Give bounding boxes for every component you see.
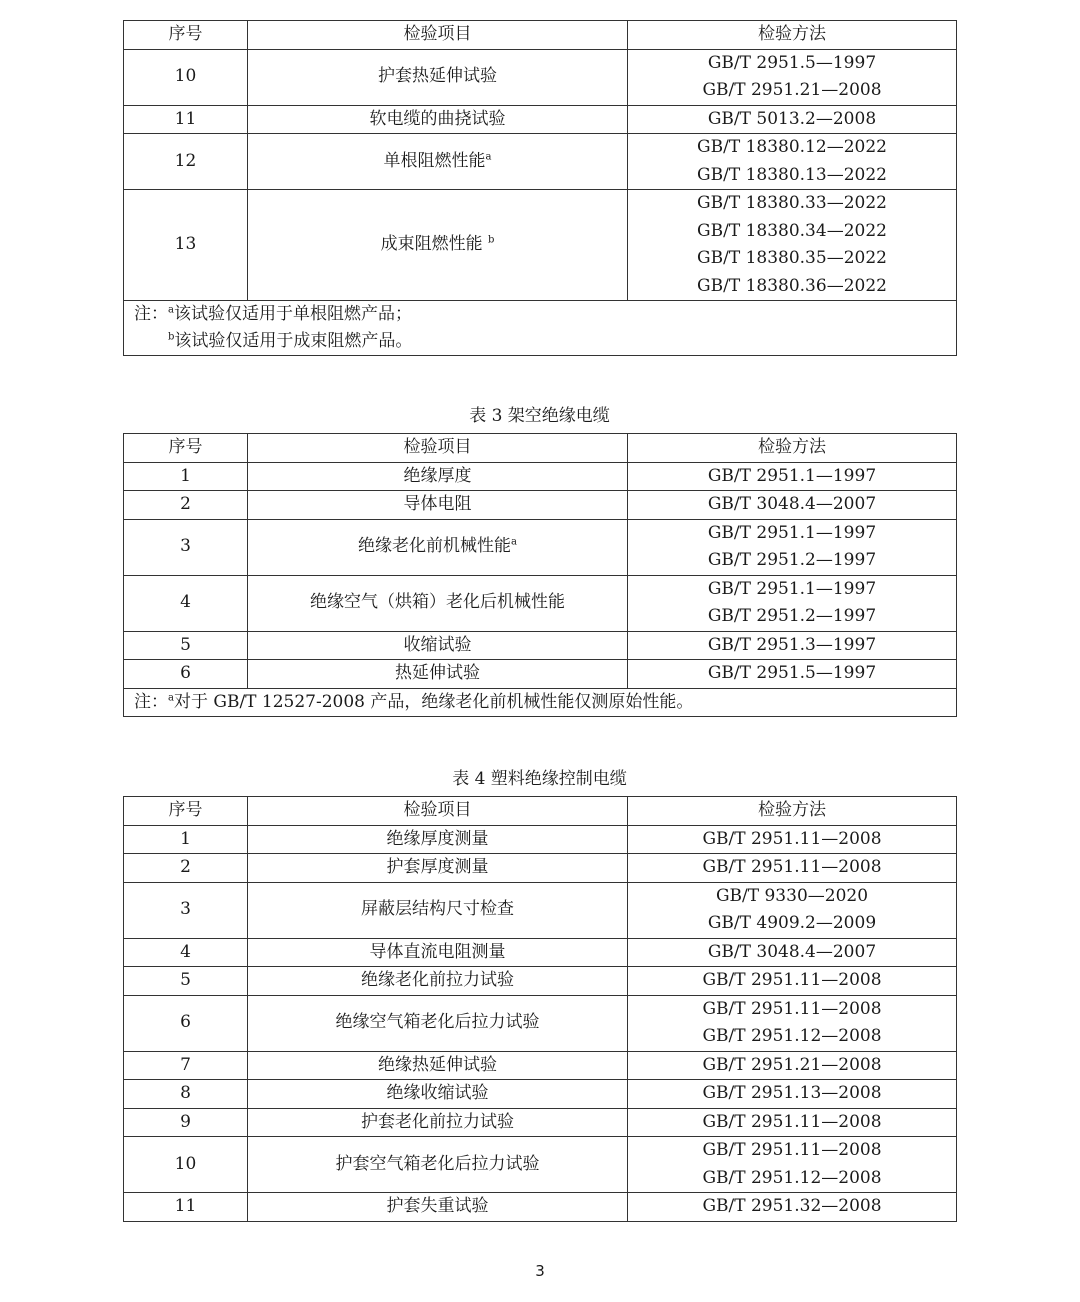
- test-item: [248, 938, 628, 967]
- table-row: [124, 995, 957, 1051]
- test-methods: [628, 49, 957, 105]
- test-methods: [628, 967, 957, 996]
- test-item: [248, 519, 628, 575]
- test-methods: [628, 1108, 957, 1137]
- test-methods: [628, 1051, 957, 1080]
- row-number: 6: [124, 995, 248, 1051]
- test-method: GB/T 2951.11—2008: [702, 998, 882, 1019]
- row-number: 1: [124, 825, 248, 854]
- note-text: 该试验仅适用于成束阻燃产品。: [174, 331, 413, 351]
- table-row: [124, 938, 957, 967]
- test-item-label: 绝缘老化前机械性能: [358, 536, 512, 557]
- test-item-label: 导体直流电阻测量: [369, 941, 506, 962]
- test-item: [248, 631, 628, 660]
- row-number: 10: [124, 1137, 248, 1193]
- column-header: 序号: [124, 797, 248, 826]
- note-prefix: 注：: [134, 304, 168, 324]
- row-number: 4: [124, 938, 248, 967]
- note-prefix: 注：: [134, 691, 168, 712]
- test-method: GB/T 18380.12—2022: [697, 137, 887, 157]
- test-methods: [628, 854, 957, 883]
- table4: [123, 796, 957, 1222]
- test-method: GB/T 2951.1—1997: [707, 578, 877, 599]
- note-text: 对于 GB/T 12527-2008 产品，绝缘老化前机械性能仅测原始性能。: [173, 691, 694, 712]
- row-number: 6: [124, 660, 248, 689]
- test-methods: [628, 1137, 957, 1193]
- test-method: GB/T 2951.12—2008: [702, 1167, 882, 1188]
- test-methods: [628, 1080, 957, 1109]
- test-item: [248, 105, 628, 134]
- table-row: [124, 462, 957, 491]
- test-methods: [628, 631, 957, 660]
- column-header: 检验项目: [248, 434, 628, 463]
- test-methods: [628, 1193, 957, 1222]
- test-methods: [628, 660, 957, 689]
- test-methods: [628, 995, 957, 1051]
- test-methods: [628, 575, 957, 631]
- test-method: GB/T 9330—2020: [715, 885, 869, 906]
- table-row: [124, 49, 957, 105]
- test-item: [248, 190, 628, 301]
- table-note: [124, 688, 957, 716]
- row-number: 11: [124, 1193, 248, 1222]
- table-row: [124, 1080, 957, 1109]
- column-header: 检验项目: [248, 797, 628, 826]
- test-method: GB/T 18380.33—2022: [697, 193, 887, 213]
- table-row: [124, 190, 957, 301]
- table-row: [124, 134, 957, 190]
- test-item-label: 绝缘厚度测量: [386, 828, 489, 849]
- table3-caption: 表 3 架空绝缘电缆: [469, 406, 610, 426]
- test-item-label: 护套热延伸试验: [378, 66, 497, 87]
- test-method: GB/T 2951.13—2008: [702, 1083, 882, 1103]
- table-row: [124, 854, 957, 883]
- test-item-label: 绝缘空气（烘箱）老化后机械性能: [310, 592, 565, 613]
- test-method: GB/T 18380.34—2022: [697, 220, 887, 241]
- table-row: [124, 882, 957, 938]
- test-method: GB/T 4909.2—2009: [707, 913, 877, 933]
- test-method: GB/T 18380.36—2022: [697, 275, 887, 296]
- table4-caption: 表 4 塑料绝缘控制电缆: [452, 769, 627, 789]
- table-row: [124, 1137, 957, 1193]
- test-item: [248, 1193, 628, 1222]
- test-item: [248, 1080, 628, 1109]
- row-number: 13: [124, 190, 248, 301]
- test-methods: [628, 882, 957, 938]
- row-number: 11: [124, 105, 248, 134]
- footnote-marker: a: [168, 691, 174, 703]
- test-method: GB/T 2951.11—2008: [702, 1140, 882, 1160]
- row-number: 4: [124, 575, 248, 631]
- test-methods: [628, 462, 957, 491]
- test-method: GB/T 2951.11—2008: [702, 970, 882, 990]
- row-number: 7: [124, 1051, 248, 1080]
- test-item-label: 护套厚度测量: [386, 857, 489, 877]
- row-number: 1: [124, 462, 248, 491]
- test-item-label: 收缩试验: [403, 634, 472, 655]
- page-number: 3: [535, 1262, 545, 1280]
- test-method: GB/T 2951.21—2008: [702, 1054, 882, 1075]
- row-number: 12: [124, 134, 248, 190]
- test-item-label: 热延伸试验: [395, 663, 480, 683]
- test-method: GB/T 2951.12—2008: [702, 1026, 882, 1046]
- table-row: [124, 491, 957, 520]
- note-line: [134, 328, 956, 355]
- table-row: [124, 967, 957, 996]
- test-item: [248, 1051, 628, 1080]
- footnote-marker: b: [488, 234, 495, 246]
- test-item: [248, 967, 628, 996]
- test-item: [248, 462, 628, 491]
- row-number: 3: [124, 882, 248, 938]
- test-method: GB/T 2951.32—2008: [702, 1196, 882, 1216]
- test-method: GB/T 3048.4—2007: [707, 494, 877, 514]
- row-number: 10: [124, 49, 248, 105]
- column-header: 检验项目: [248, 21, 628, 50]
- column-header: 序号: [124, 434, 248, 463]
- row-number: 2: [124, 854, 248, 883]
- table-row: [124, 825, 957, 854]
- column-header: 检验方法: [628, 797, 957, 826]
- test-item-label: 绝缘厚度: [403, 465, 472, 486]
- row-number: 9: [124, 1108, 248, 1137]
- test-methods: [628, 190, 957, 301]
- test-method: GB/T 2951.21—2008: [702, 80, 882, 100]
- footnote-marker: a: [485, 151, 492, 163]
- table-row: [124, 1108, 957, 1137]
- table-continued: [123, 20, 957, 356]
- test-item: [248, 854, 628, 883]
- test-item-label: 单根阻燃性能: [383, 150, 486, 171]
- table-row: [124, 575, 957, 631]
- test-method: GB/T 2951.11—2008: [702, 857, 882, 877]
- test-item-label: 成束阻燃性能: [380, 234, 488, 255]
- header-row: [124, 434, 957, 463]
- test-method: GB/T 2951.5—1997: [707, 52, 877, 73]
- test-method: GB/T 2951.2—1997: [707, 606, 877, 626]
- test-item-label: 护套老化前拉力试验: [361, 1111, 514, 1132]
- test-methods: [628, 825, 957, 854]
- test-item: [248, 1137, 628, 1193]
- column-header: 序号: [124, 21, 248, 50]
- notes-row: [124, 301, 957, 356]
- test-item: [248, 491, 628, 520]
- header-row: [124, 797, 957, 826]
- row-number: 5: [124, 967, 248, 996]
- test-method: GB/T 5013.2—2008: [707, 108, 877, 129]
- row-number: 2: [124, 491, 248, 520]
- test-method: GB/T 18380.35—2022: [697, 248, 887, 268]
- test-method: GB/T 2951.1—1997: [707, 465, 877, 486]
- test-item-label: 绝缘热延伸试验: [378, 1054, 497, 1075]
- test-methods: [628, 491, 957, 520]
- note-text: 该试验仅适用于单根阻燃产品；: [173, 304, 412, 324]
- test-method: GB/T 2951.11—2008: [702, 828, 882, 849]
- test-methods: [628, 134, 957, 190]
- table-row: [124, 1193, 957, 1222]
- test-item-label: 绝缘空气箱老化后拉力试验: [335, 1012, 540, 1033]
- note-line: [134, 689, 956, 716]
- test-item-label: 绝缘收缩试验: [386, 1083, 489, 1103]
- test-item: [248, 882, 628, 938]
- table-row: [124, 660, 957, 689]
- test-item-label: 护套失重试验: [386, 1196, 489, 1216]
- note-line: [134, 301, 956, 328]
- table-note: [124, 301, 957, 356]
- test-item: [248, 995, 628, 1051]
- test-method: GB/T 18380.13—2022: [697, 164, 887, 185]
- test-method: GB/T 2951.1—1997: [707, 522, 877, 543]
- test-methods: [628, 105, 957, 134]
- table-row: [124, 105, 957, 134]
- test-item: [248, 1108, 628, 1137]
- notes-row: [124, 688, 957, 716]
- footnote-marker: a: [511, 536, 517, 548]
- column-header: 检验方法: [628, 21, 957, 50]
- test-item-label: 屏蔽层结构尺寸检查: [361, 899, 514, 920]
- test-item-label: 绝缘老化前拉力试验: [361, 970, 514, 990]
- header-row: [124, 21, 957, 50]
- test-method: GB/T 2951.3—1997: [707, 634, 877, 655]
- test-item: [248, 134, 628, 190]
- table3: [123, 433, 957, 717]
- test-item: [248, 660, 628, 689]
- footnote-marker: b: [168, 331, 175, 343]
- row-number: 8: [124, 1080, 248, 1109]
- column-header: 检验方法: [628, 434, 957, 463]
- footnote-marker: a: [168, 304, 174, 316]
- test-item-label: 软电缆的曲挠试验: [369, 108, 506, 129]
- test-methods: [628, 938, 957, 967]
- test-method: GB/T 2951.5—1997: [707, 663, 877, 683]
- test-methods: [628, 519, 957, 575]
- test-method: GB/T 2951.11—2008: [702, 1111, 882, 1132]
- test-item-label: 护套空气箱老化后拉力试验: [335, 1153, 540, 1174]
- row-number: 3: [124, 519, 248, 575]
- test-item-label: 导体电阻: [403, 494, 472, 514]
- test-method: GB/T 3048.4—2007: [707, 941, 877, 962]
- row-number: 5: [124, 631, 248, 660]
- table-row: [124, 1051, 957, 1080]
- test-item: [248, 575, 628, 631]
- table-row: [124, 631, 957, 660]
- table-row: [124, 519, 957, 575]
- test-item: [248, 825, 628, 854]
- test-item: [248, 49, 628, 105]
- test-method: GB/T 2951.2—1997: [707, 550, 877, 570]
